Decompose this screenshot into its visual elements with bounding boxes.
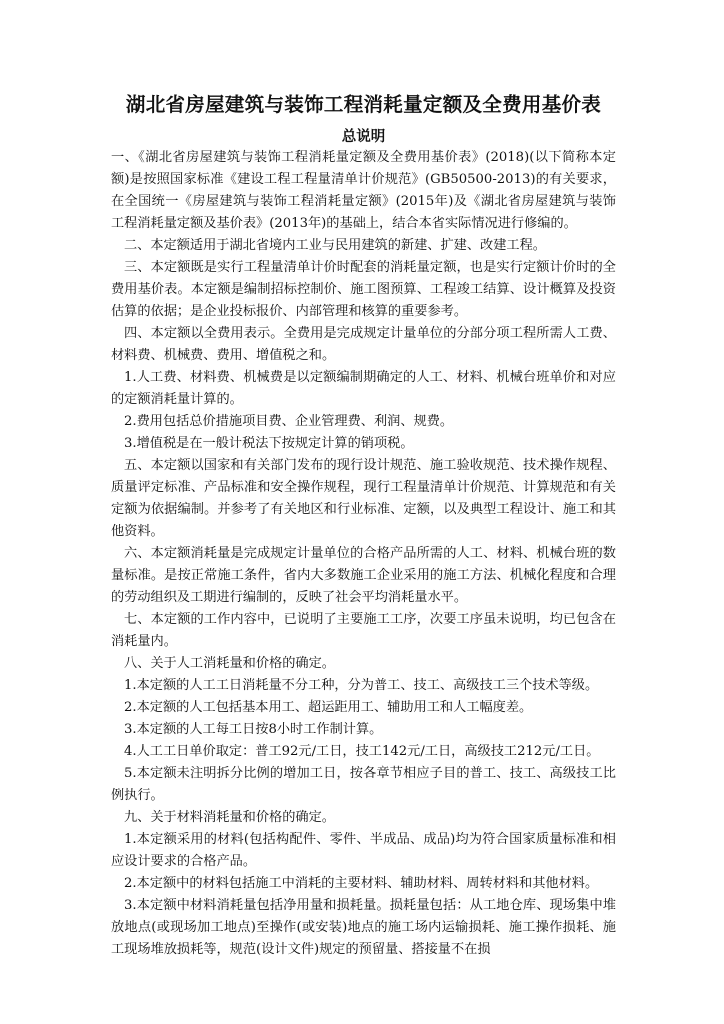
paragraph-7: 3.增值税是在一般计税法下按规定计算的销项税。 xyxy=(124,436,414,451)
paragraph-3: 三、本定额既是实行工程量清单计价时配套的消耗量定额，也是实行定额计价时的全费用基价表。本定额是编制招标控制价、施工图预算、工程竣工结算、设计概算及投资估算的依据；是企业投标报价、内部管理和核算的重要参考。 xyxy=(111,260,616,319)
paragraph-2: 二、本定额适用于湖北省境内工业与民用建筑的新建、扩建、改建工程。 xyxy=(124,238,546,253)
paragraph-9: 六、本定额消耗量是完成规定计量单位的合格产品所需的人工、材料、机械台班的数量标准。是按正常施工条件，省内大多数施工企业采用的施工方法、机械化程度和合理的劳动组织及工期进行编制的，反映了社会平均消耗量水平。 xyxy=(111,546,616,605)
paragraph-8: 五、本定额以国家和有关部门发布的现行设计规范、施工验收规范、技术操作规程、质量评定标准、产品标准和安全操作规程，现行工程量清单计价规范、计算规范和有关定额为依据编制。并参考了有关地区和行业标准、定额，以及典型工程设计、施工和其他资料。 xyxy=(111,458,616,539)
paragraph-1: 一、《湖北省房屋建筑与装饰工程消耗量定额及全费用基价表》(2018)(以下简称本定额)是按照国家标准《建设工程工程量清单计价规范》(GB50500-2013)的有关要求，在全国统一《房屋建筑与装饰工程消耗量定额》(2015年)及《湖北省房屋建筑与装饰工程消耗量定额及基价表》(2013年)的基础上，结合本省实际情况进行修编的。 xyxy=(111,150,616,231)
paragraph-10: 七、本定额的工作内容中，已说明了主要施工工序，次要工序虽未说明，均已包含在消耗量内。 xyxy=(111,612,616,649)
paragraph-19: 2.本定额中的材料包括施工中消耗的主要材料、辅助材料、周转材料和其他材料。 xyxy=(124,876,599,891)
paragraph-16: 5.本定额未注明拆分比例的增加工日，按各章节相应子目的普工、技工、高级技工比例执行。 xyxy=(111,766,616,803)
paragraph-14: 3.本定额的人工每工日按8小时工作制计算。 xyxy=(124,722,383,737)
document-body xyxy=(111,147,616,961)
paragraph-15: 4.人工工日单价取定：普工92元/工日，技工142元/工日，高级技工212元/工日。 xyxy=(124,744,600,759)
paragraph-4: 四、本定额以全费用表示。全费用是完成规定计量单位的分部分项工程所需人工费、材料费、机械费、费用、增值税之和。 xyxy=(111,326,616,363)
paragraph-20: 3.本定额中材料消耗量包括净用量和损耗量。损耗量包括：从工地仓库、现场集中堆放地点(或现场加工地点)至操作(或安装)地点的施工场内运输损耗、施工操作损耗、施工现场堆放损耗等，规范(设计文件)规定的预留量、搭接量不在损 xyxy=(111,898,616,957)
section-title: 总说明 xyxy=(341,129,386,145)
paragraph-5: 1.人工费、材料费、机械费是以定额编制期确定的人工、材料、机械台班单价和对应的定额消耗量计算的。 xyxy=(111,370,616,407)
paragraph-18: 1.本定额采用的材料(包括构配件、零件、半成品、成品)均为符合国家质量标准和相应设计要求的合格产品。 xyxy=(111,832,616,869)
paragraph-17: 九、关于材料消耗量和价格的确定。 xyxy=(124,810,335,825)
paragraph-11: 八、关于人工消耗量和价格的确定。 xyxy=(124,656,335,671)
paragraph-6: 2.费用包括总价措施项目费、企业管理费、利润、规费。 xyxy=(124,414,454,429)
paragraph-13: 2.本定额的人工包括基本用工、超运距用工、辅助用工和人工幅度差。 xyxy=(124,700,533,715)
paragraph-12: 1.本定额的人工工日消耗量不分工种，分为普工、技工、高级技工三个技术等级。 xyxy=(124,678,599,693)
document-title: 湖北省房屋建筑与装饰工程消耗量定额及全费用基价表 xyxy=(125,93,602,116)
